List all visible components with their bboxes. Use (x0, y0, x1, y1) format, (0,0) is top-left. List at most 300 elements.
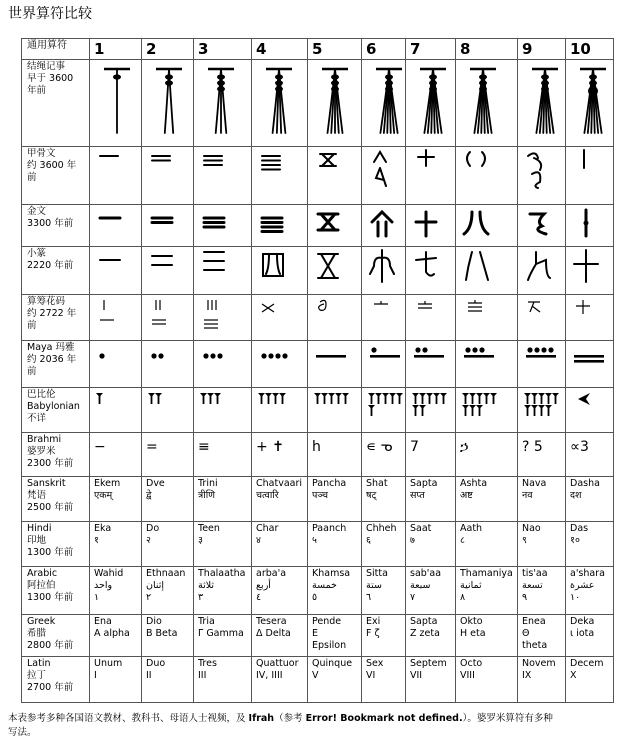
row-bronze (22, 205, 614, 247)
latin-numeral-line: Unum (94, 658, 123, 669)
oracle-numeral-4-icon (256, 148, 303, 200)
cell-seal-5 (308, 247, 362, 295)
arabic-numeral-line: ٢ (146, 592, 152, 603)
oracle-numeral-6-icon (366, 148, 401, 200)
arabic-numeral-line: Ethnaan (146, 568, 186, 579)
cell-sanskrit-9 (518, 477, 566, 522)
row-label-line: Hindi (27, 523, 52, 534)
greek-numeral-line: theta (522, 640, 548, 651)
babylon-numeral-2-icon (146, 389, 189, 419)
cell-bronze-2 (142, 205, 194, 247)
bronze-numeral-6-icon (366, 206, 401, 242)
cell-sanskrit-1 (90, 477, 142, 522)
row-label-rod (22, 295, 90, 341)
column-number-6: 6 (362, 39, 406, 60)
row-hindi (22, 522, 614, 567)
knot-numeral-2-icon (146, 61, 189, 141)
row-label-line: Latin (27, 658, 51, 669)
sanskrit-numeral-line: Pancha (312, 478, 347, 489)
hindi-numeral-line: ६ (366, 535, 371, 546)
cell-latin-2 (142, 657, 194, 703)
seal-numeral-8-icon (460, 248, 513, 286)
knot-numeral-1-icon (94, 61, 137, 141)
greek-numeral-line: A alpha (94, 628, 130, 639)
cell-greek-5 (308, 615, 362, 657)
row-label-line: 婆罗米 (27, 446, 56, 457)
brahmi-numeral: 7 (410, 439, 419, 455)
row-label-line: 拉丁 (27, 670, 47, 681)
seal-numeral-7-icon (410, 248, 451, 286)
cell-sanskrit-3 (194, 477, 252, 522)
cell-brahmi-4 (252, 433, 308, 477)
maya-numeral-10-icon (570, 342, 609, 372)
row-label-bronze (22, 205, 90, 247)
bronze-numeral-2-icon (146, 206, 189, 242)
latin-numeral-line: I (94, 670, 97, 681)
cell-greek-1 (90, 615, 142, 657)
arabic-numeral-line: tis'aa (522, 568, 548, 579)
greek-numeral-line: Ena (94, 616, 112, 627)
footnote-text-c: ）。婆罗米算符有多种 (462, 713, 553, 724)
cell-arabic-4 (252, 567, 308, 615)
hindi-numeral-line: Nao (522, 523, 541, 534)
cell-greek-10 (566, 615, 614, 657)
seal-numeral-2-icon (146, 248, 189, 286)
seal-numeral-10-icon (570, 248, 609, 286)
brahmi-numeral: h (312, 439, 321, 455)
latin-numeral-line: Sex (366, 658, 384, 669)
latin-numeral-line: III (198, 670, 207, 681)
greek-numeral-line: Okto (460, 616, 483, 627)
babylon-numeral-5-icon (312, 389, 357, 419)
seal-numeral-1-icon (94, 248, 137, 286)
row-label-arabic (22, 567, 90, 615)
cell-knot-10 (566, 60, 614, 147)
column-number-9: 9 (518, 39, 566, 60)
cell-hindi-7 (406, 522, 456, 567)
cell-hindi-3 (194, 522, 252, 567)
cell-knot-9 (518, 60, 566, 147)
row-label-greek (22, 615, 90, 657)
footnote-error: Error! Bookmark not defined. (305, 713, 463, 724)
arabic-numeral-line: ١ (94, 592, 100, 603)
cell-rod-9 (518, 295, 566, 341)
cell-seal-2 (142, 247, 194, 295)
maya-numeral-9-icon (522, 342, 561, 372)
arabic-numeral-line: sab'aa (410, 568, 442, 579)
arabic-numeral-line: إثنان (146, 580, 165, 591)
arabic-numeral-line: Wahid (94, 568, 124, 579)
arabic-numeral-line: خمسة (312, 580, 337, 591)
row-label-line: 前 (27, 366, 37, 377)
hindi-numeral-line: Eka (94, 523, 112, 534)
latin-numeral-line: Tres (198, 658, 217, 669)
row-label-line: 阿拉伯 (27, 580, 56, 591)
cell-brahmi-3 (194, 433, 252, 477)
arabic-numeral-line: واحد (94, 580, 113, 591)
arabic-numeral-line: ٨ (460, 592, 466, 603)
rod-numeral-1-icon (94, 296, 137, 332)
seal-numeral-5-icon (312, 248, 357, 286)
cell-greek-7 (406, 615, 456, 657)
latin-numeral-line: VI (366, 670, 376, 681)
rod-numeral-10-icon (570, 296, 609, 332)
greek-numeral-line: Epsilon (312, 640, 347, 651)
cell-hindi-10 (566, 522, 614, 567)
arabic-numeral-line: ثمانية (460, 580, 482, 591)
cell-arabic-5 (308, 567, 362, 615)
row-label-line: 梵语 (27, 490, 47, 501)
cell-sanskrit-8 (456, 477, 518, 522)
row-label-line: 2300 年前 (27, 458, 74, 469)
cell-arabic-2 (142, 567, 194, 615)
cell-babylon-8 (456, 388, 518, 433)
cell-hindi-9 (518, 522, 566, 567)
row-label-maya (22, 341, 90, 388)
cell-seal-1 (90, 247, 142, 295)
row-label-line: 金文 (27, 206, 47, 217)
cell-sanskrit-4 (252, 477, 308, 522)
cell-babylon-2 (142, 388, 194, 433)
knot-numeral-8-icon (460, 61, 513, 141)
row-label-line: Maya 玛雅 (27, 342, 75, 353)
cell-babylon-1 (90, 388, 142, 433)
bronze-numeral-9-icon (522, 206, 561, 242)
cell-sanskrit-5 (308, 477, 362, 522)
greek-numeral-line: Δ Delta (256, 628, 291, 639)
row-label-line: 不详 (27, 413, 47, 424)
cell-greek-6 (362, 615, 406, 657)
latin-numeral-line: Decem (570, 658, 604, 669)
brahmi-numeral: ኃ (460, 439, 469, 455)
arabic-numeral-line: Thamaniya (460, 568, 513, 579)
greek-numeral-line: ι iota (570, 628, 595, 639)
arabic-numeral-line: ٥ (312, 592, 318, 603)
cell-knot-7 (406, 60, 456, 147)
sanskrit-numeral-line: षट् (366, 490, 377, 501)
cell-rod-6 (362, 295, 406, 341)
seal-numeral-4-icon (256, 248, 303, 286)
bronze-numeral-5-icon (312, 206, 357, 242)
maya-numeral-7-icon (410, 342, 451, 372)
cell-rod-8 (456, 295, 518, 341)
maya-numeral-8-icon (460, 342, 513, 372)
cell-brahmi-1 (90, 433, 142, 477)
greek-numeral-line: Pende (312, 616, 342, 627)
rod-numeral-3-icon (198, 296, 247, 332)
row-label-sanskrit (22, 477, 90, 522)
cell-sanskrit-6 (362, 477, 406, 522)
hindi-numeral-line: Do (146, 523, 160, 534)
column-number-7: 7 (406, 39, 456, 60)
row-knot (22, 60, 614, 147)
latin-numeral-line: Septem (410, 658, 447, 669)
cell-rod-5 (308, 295, 362, 341)
cell-arabic-1 (90, 567, 142, 615)
row-label-line: Babylonian (27, 401, 80, 412)
maya-numeral-6-icon (366, 342, 401, 372)
row-label-line: 2700 年前 (27, 682, 74, 693)
sanskrit-numeral-line: Ekem (94, 478, 121, 489)
cell-greek-9 (518, 615, 566, 657)
maya-numeral-4-icon (256, 342, 303, 372)
sanskrit-numeral-line: Chatvaari (256, 478, 303, 489)
cell-bronze-1 (90, 205, 142, 247)
cell-maya-5 (308, 341, 362, 388)
cell-maya-2 (142, 341, 194, 388)
knot-numeral-7-icon (410, 61, 451, 141)
cell-arabic-8 (456, 567, 518, 615)
row-seal (22, 247, 614, 295)
arabic-numeral-line: Sitta (366, 568, 388, 579)
cell-latin-3 (194, 657, 252, 703)
sanskrit-numeral-line: त्रीणि (198, 490, 216, 501)
cell-brahmi-7 (406, 433, 456, 477)
hindi-numeral-line: २ (146, 535, 151, 546)
cell-seal-6 (362, 247, 406, 295)
cell-hindi-5 (308, 522, 362, 567)
oracle-numeral-7-icon (410, 148, 451, 200)
seal-numeral-6-icon (366, 248, 401, 286)
cell-sanskrit-10 (566, 477, 614, 522)
cell-bronze-6 (362, 205, 406, 247)
hindi-numeral-line: Chheh (366, 523, 397, 534)
cell-bronze-3 (194, 205, 252, 247)
cell-oracle-6 (362, 147, 406, 205)
babylon-numeral-6-icon (366, 389, 401, 419)
cell-brahmi-6 (362, 433, 406, 477)
cell-rod-4 (252, 295, 308, 341)
latin-numeral-line: IX (522, 670, 532, 681)
arabic-numeral-line: ٦ (366, 592, 372, 603)
cell-maya-9 (518, 341, 566, 388)
arabic-numeral-line: ٩ (522, 592, 528, 603)
latin-numeral-line: X (570, 670, 577, 681)
oracle-numeral-5-icon (312, 148, 357, 200)
cell-babylon-6 (362, 388, 406, 433)
cell-maya-10 (566, 341, 614, 388)
cell-knot-5 (308, 60, 362, 147)
arabic-numeral-line: arba'a (256, 568, 287, 579)
bronze-numeral-1-icon (94, 206, 137, 242)
row-label-line: Brahmi (27, 434, 62, 445)
cell-knot-3 (194, 60, 252, 147)
cell-rod-7 (406, 295, 456, 341)
cell-greek-8 (456, 615, 518, 657)
cell-seal-7 (406, 247, 456, 295)
hindi-numeral-line: Paanch (312, 523, 347, 534)
greek-numeral-line: Γ Gamma (198, 628, 244, 639)
greek-numeral-line: Enea (522, 616, 546, 627)
cell-rod-3 (194, 295, 252, 341)
cell-oracle-7 (406, 147, 456, 205)
rod-numeral-4-icon (256, 296, 303, 332)
latin-numeral-line: VII (410, 670, 423, 681)
row-rod (22, 295, 614, 341)
cell-arabic-3 (194, 567, 252, 615)
bronze-numeral-3-icon (198, 206, 247, 242)
row-maya (22, 341, 614, 388)
bronze-numeral-4-icon (256, 206, 303, 242)
maya-numeral-2-icon (146, 342, 189, 372)
row-label-line: 约 2036 年 (27, 354, 77, 365)
column-number-8: 8 (456, 39, 518, 60)
sanskrit-numeral-line: एकम् (94, 490, 113, 501)
cell-latin-9 (518, 657, 566, 703)
cell-brahmi-10 (566, 433, 614, 477)
column-number-2: 2 (142, 39, 194, 60)
bronze-numeral-7-icon (410, 206, 451, 242)
hindi-numeral-line: Das (570, 523, 589, 534)
numeral-comparison-table (21, 38, 614, 703)
brahmi-numeral: ∝3 (570, 439, 589, 455)
row-arabic (22, 567, 614, 615)
footnote-text-b: （参考 (274, 713, 306, 724)
row-label-line: 3300 年前 (27, 218, 74, 229)
babylon-numeral-9-icon (522, 389, 561, 419)
row-label-line: 1300 年前 (27, 547, 74, 558)
row-label-line: 1300 年前 (27, 592, 74, 603)
cell-hindi-1 (90, 522, 142, 567)
row-label-line: 巴比伦 (27, 389, 56, 400)
greek-numeral-line: Θ (522, 628, 530, 639)
latin-numeral-line: II (146, 670, 152, 681)
hindi-numeral-line: ३ (198, 535, 203, 546)
row-label-seal (22, 247, 90, 295)
cell-maya-7 (406, 341, 456, 388)
sanskrit-numeral-line: सप्त (410, 490, 425, 501)
greek-numeral-line: Sapta (410, 616, 438, 627)
column-number-1: 1 (90, 39, 142, 60)
cell-oracle-10 (566, 147, 614, 205)
cell-oracle-8 (456, 147, 518, 205)
cell-seal-4 (252, 247, 308, 295)
oracle-numeral-3-icon (198, 148, 247, 200)
row-label-oracle (22, 147, 90, 205)
row-greek (22, 615, 614, 657)
latin-numeral-line: V (312, 670, 319, 681)
bronze-numeral-10-icon (570, 206, 609, 242)
cell-oracle-5 (308, 147, 362, 205)
footnote-text-a: 本表参考多种各国语文教材、教科书、母语人士视频，及 (8, 713, 249, 724)
cell-maya-4 (252, 341, 308, 388)
row-sanskrit (22, 477, 614, 522)
column-number-5: 5 (308, 39, 362, 60)
sanskrit-numeral-line: Nava (522, 478, 547, 489)
oracle-numeral-9-icon (522, 148, 561, 200)
latin-numeral-line: IV, IIII (256, 670, 283, 681)
cell-babylon-4 (252, 388, 308, 433)
hindi-numeral-line: १० (570, 535, 580, 546)
cell-knot-8 (456, 60, 518, 147)
seal-numeral-9-icon (522, 248, 561, 286)
arabic-numeral-line: ثلاثة (198, 580, 215, 591)
row-label-line: 前 (27, 172, 37, 183)
sanskrit-numeral-line: Dve (146, 478, 165, 489)
row-label-hindi (22, 522, 90, 567)
cell-rod-2 (142, 295, 194, 341)
cell-oracle-1 (90, 147, 142, 205)
cell-bronze-9 (518, 205, 566, 247)
row-label-line: 2220 年前 (27, 260, 74, 271)
cell-knot-4 (252, 60, 308, 147)
row-label-line: 小篆 (27, 248, 47, 259)
rod-numeral-7-icon (410, 296, 451, 332)
hindi-numeral-line: १ (94, 535, 99, 546)
cell-brahmi-9 (518, 433, 566, 477)
cell-greek-4 (252, 615, 308, 657)
brahmi-numeral: + ✝ (256, 439, 284, 455)
row-label-line: 结绳记事 (27, 61, 66, 72)
maya-numeral-1-icon (94, 342, 137, 372)
hindi-numeral-line: ८ (460, 535, 465, 546)
row-label-line: 甲骨文 (27, 148, 56, 159)
cell-bronze-7 (406, 205, 456, 247)
greek-numeral-line: Dio (146, 616, 162, 627)
cell-hindi-6 (362, 522, 406, 567)
brahmi-numeral: = (146, 439, 158, 455)
cell-bronze-8 (456, 205, 518, 247)
row-label-line: Sanskrit (27, 478, 66, 489)
greek-numeral-line: B Beta (146, 628, 178, 639)
babylon-numeral-7-icon (410, 389, 451, 419)
knot-numeral-6-icon (366, 61, 401, 141)
hindi-numeral-line: ७ (410, 535, 415, 546)
hindi-numeral-line: Saat (410, 523, 432, 534)
sanskrit-numeral-line: Shat (366, 478, 388, 489)
cell-babylon-7 (406, 388, 456, 433)
cell-seal-10 (566, 247, 614, 295)
sanskrit-numeral-line: अष्ट (460, 490, 473, 501)
greek-numeral-line: F ζ (366, 628, 380, 639)
cell-bronze-4 (252, 205, 308, 247)
cell-seal-3 (194, 247, 252, 295)
row-brahmi (22, 433, 614, 477)
sanskrit-numeral-line: नव (522, 490, 533, 501)
bronze-numeral-8-icon (460, 206, 513, 242)
latin-numeral-line: Quinque (312, 658, 353, 669)
arabic-numeral-line: Khamsa (312, 568, 351, 579)
header-row (22, 39, 614, 60)
cell-oracle-2 (142, 147, 194, 205)
cell-latin-6 (362, 657, 406, 703)
oracle-numeral-2-icon (146, 148, 189, 200)
cell-knot-1 (90, 60, 142, 147)
brahmi-numeral: ≡ (198, 439, 210, 455)
row-oracle (22, 147, 614, 205)
cell-arabic-9 (518, 567, 566, 615)
latin-numeral-line: Quattuor (256, 658, 299, 669)
hindi-numeral-line: Char (256, 523, 279, 534)
row-label-line: 算筹花码 (27, 296, 66, 307)
sanskrit-numeral-line: Ashta (460, 478, 488, 489)
cell-greek-2 (142, 615, 194, 657)
column-number-4: 4 (252, 39, 308, 60)
arabic-numeral-line: ٤ (256, 592, 262, 603)
row-label-brahmi (22, 433, 90, 477)
greek-numeral-line: H eta (460, 628, 486, 639)
oracle-numeral-8-icon (460, 148, 513, 200)
cell-hindi-8 (456, 522, 518, 567)
brahmi-numeral: ∊ ᓀ (366, 439, 393, 455)
brahmi-numeral: − (94, 439, 106, 455)
maya-numeral-3-icon (198, 342, 247, 372)
rod-numeral-6-icon (366, 296, 401, 332)
babylon-numeral-8-icon (460, 389, 513, 419)
row-label-line: 印地 (27, 535, 47, 546)
cell-knot-6 (362, 60, 406, 147)
row-label-line: 约 2722 年 (27, 308, 77, 319)
